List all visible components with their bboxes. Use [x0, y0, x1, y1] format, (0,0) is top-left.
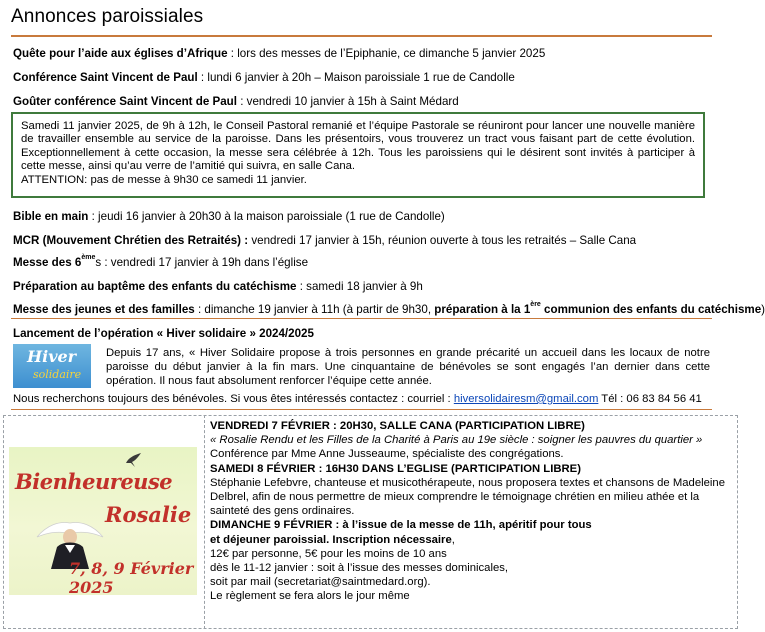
rosalie-poster [9, 447, 197, 595]
sunday-payment: Le règlement se fera alors le jour même [210, 590, 410, 603]
hiver-solidaire-logo: Hiver solidaire [13, 344, 91, 388]
poster-title-1: Bienheureuse [15, 469, 173, 494]
sunday-heading: DIMANCHE 9 FÉVRIER : à l’issue de la messe de 11h, apéritif pour tous [210, 519, 592, 532]
title-rule [11, 35, 712, 37]
announcement-bapteme: Préparation au baptême des enfants du catéchisme : samedi 18 janvier à 9h [13, 280, 423, 293]
sunday-dates: dès le 11-12 janvier : soit à l’issue des messes dominicales, [210, 562, 509, 575]
announcement-bible: Bible en main : jeudi 16 janvier à 20h30 à la maison paroissiale (1 rue de Candolle) [13, 210, 445, 223]
notice-attention: ATTENTION: pas de messe à 9h30 ce samedi 11 janvier. [21, 173, 307, 186]
friday-heading: VENDREDI 7 FÉVRIER : 20H30, SALLE CANA (PARTICIPATION LIBRE) [210, 420, 585, 432]
rosalie-box-divider [204, 415, 205, 629]
announcement-messe-6emes: Messe des 6èmes : vendredi 17 janvier à 19h dans l’église [13, 254, 309, 269]
friday-conference-title: « Rosalie Rendu et les Filles de la Charité à Paris au 19e siècle : soigner les pauvres du quartier » [210, 434, 703, 447]
announcement-jeunes: Messe des jeunes et des familles : dimanche 19 janvier à 11h (à partir de 9h30, préparation à la 1ère communion des enfants du catéchisme) [13, 301, 765, 316]
announcement-mcr: MCR (Mouvement Chrétien des Retraités) : vendredi 17 janvier à 15h, réunion ouverte à tous les retraités – Salle Cana [13, 234, 637, 247]
saturday-text: Stéphanie Lefebvre, chanteuse et musicothérapeute, nous proposera textes et chansons de Madeleine Delbrel, afin de nous permettre de mieux comprendre le témoignage chrétien en milieu athée et la sainteté des gens ordinaires. [210, 476, 725, 518]
announcement-quete: Quête pour l’aide aux églises d’Afrique : lors des messes de l’Epiphanie, ce dimanche 5 janvier 2025 [13, 47, 546, 60]
friday-speaker: Conférence par Mme Anne Jusseaume, spécialiste des congrégations. [210, 448, 564, 461]
notice-paragraph: Samedi 11 janvier 2025, de 9h à 12h, le Conseil Pastoral remanié et l’équipe Pastorale se réuniront pour lancer une nouvelle manière de travailler ensemble au service de la paroisse. Dans les présentoirs, vous trouverez un tract vous faisant part de cette évolution. Exceptionnellement à cette occasion, la messe sera célébrée à 12h. Tous les paroissiens qui le désirent sont invités à participer à cette messe, ainsi qu’au verre de l’amitié qui suivra, en salle Cana. [21, 120, 695, 173]
pastoral-notice-box [11, 112, 705, 198]
hiver-recruit: Nous recherchons toujours des bénévoles. Si vous êtes intéressés contactez : courriel : hiversolidairesm@gmail.com Tél : 06 83 84 56 41 [13, 393, 702, 405]
hiver-description: Depuis 17 ans, « Hiver Solidaire propose à trois personnes en grande précarité un accueil dans les locaux de notre paroisse du début janvier à la fin mars. Une cinquantaine de bénévoles se sont engagés l’an dernier dans cette opération. Il nous faut absolument renforcer l’équipe cette année. [106, 347, 710, 387]
bird-icon [123, 449, 145, 471]
sunday-price: 12€ par personne, 5€ pour les moins de 10 ans [210, 547, 447, 560]
hiver-heading: Lancement de l’opération « Hiver solidaire » 2024/2025 [13, 327, 314, 340]
poster-dates: 7, 8, 9 Février 2025 [69, 559, 194, 597]
page-title: Annonces paroissiales [11, 6, 204, 27]
poster-title-2: Rosalie [105, 502, 192, 527]
announcement-conference: Conférence Saint Vincent de Paul : lundi 6 janvier à 20h – Maison paroissiale 1 rue de Candolle [13, 71, 515, 84]
section-rule [11, 318, 712, 319]
sunday-heading-2: et déjeuner paroissial. Inscription nécessaire, [210, 533, 455, 546]
saturday-heading: SAMEDI 8 FÉVRIER : 16H30 DANS L’EGLISE (PARTICIPATION LIBRE) [210, 462, 581, 475]
hiver-email-link[interactable]: hiversolidairesm@gmail.com [453, 393, 599, 405]
rosalie-program [210, 419, 730, 604]
sunday-mail: soit par mail (secretariat@saintmedard.org). [210, 576, 431, 589]
announcement-gouter: Goûter conférence Saint Vincent de Paul : vendredi 10 janvier à 15h à Saint Médard [13, 95, 459, 108]
section-rule-2 [11, 409, 712, 410]
